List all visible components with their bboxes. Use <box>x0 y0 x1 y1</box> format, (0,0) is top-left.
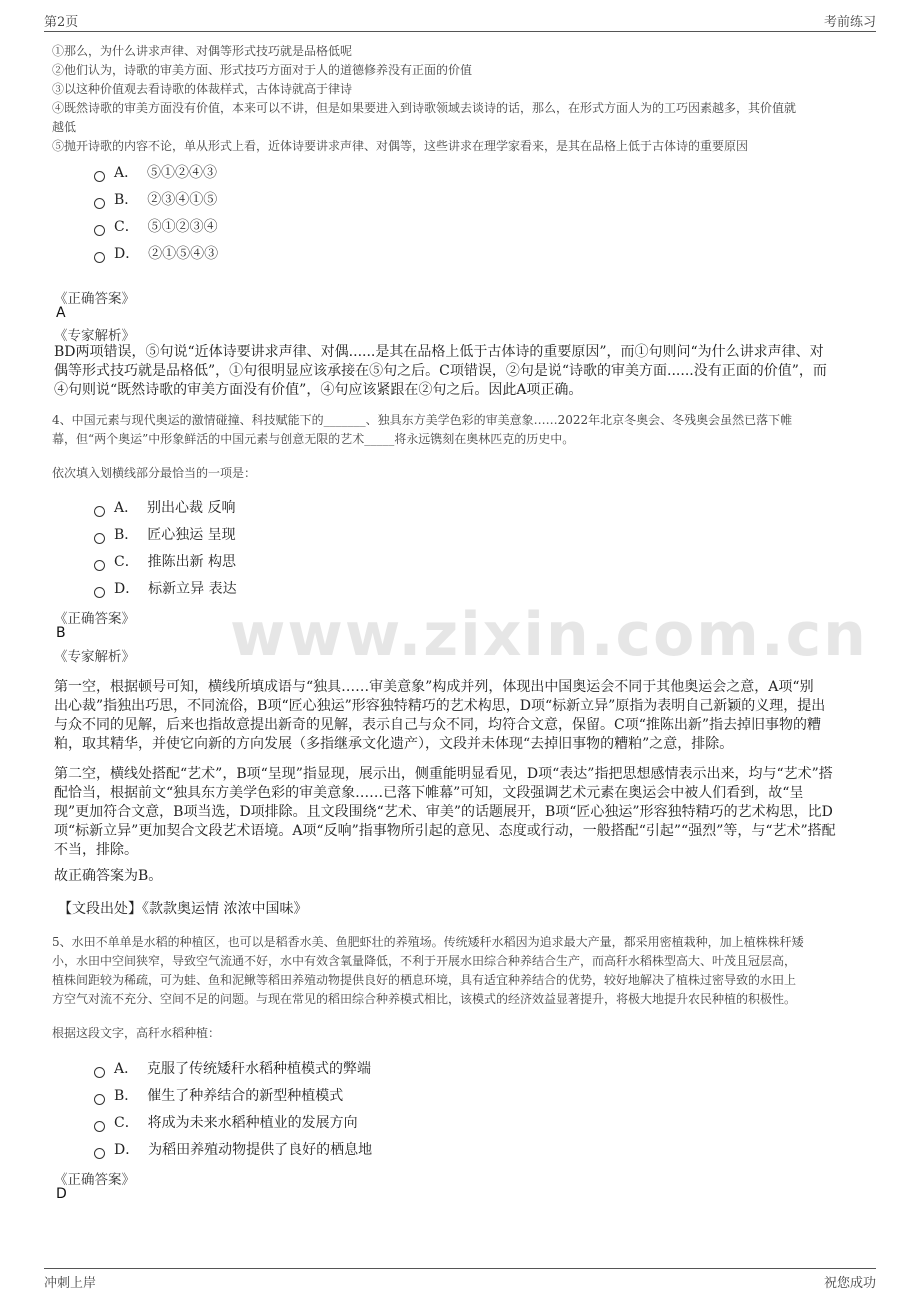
q3-option-b[interactable]: B． ②③④①⑤ <box>94 189 217 209</box>
watermark: www.zixin.com.cn <box>230 600 868 670</box>
radio-icon[interactable] <box>94 1121 105 1132</box>
q5-answer: D <box>56 1186 67 1202</box>
q4-prompt: 依次填入划横线部分最恰当的一项是： <box>52 466 257 480</box>
q4-conclusion: 故正确答案为B。 <box>54 868 163 884</box>
statement: ②他们认为，诗歌的审美方面、形式技巧方面对于人的道德修养没有正面的价值 <box>52 63 473 77</box>
q4-option-c[interactable]: C． 推陈出新 构思 <box>94 551 236 571</box>
radio-icon[interactable] <box>94 1148 105 1159</box>
radio-icon[interactable] <box>94 225 105 236</box>
radio-icon[interactable] <box>94 587 105 598</box>
statement: ③以这种价值观去看诗歌的体裁样式，古体诗就高于律诗 <box>52 82 353 96</box>
q4-analysis-heading: 《专家解析》 <box>54 649 135 665</box>
statement: ①那么，为什么讲求声律、对偶等形式技巧就是品格低呢 <box>52 44 353 58</box>
footer-left: 冲刺上岸 <box>44 1276 97 1291</box>
q3-option-c[interactable]: C． ⑤①②③④ <box>94 216 218 236</box>
q3-answer: A <box>56 305 66 321</box>
header-rule <box>44 31 876 32</box>
radio-icon[interactable] <box>94 1067 105 1078</box>
footer-right: 祝您成功 <box>823 1276 876 1291</box>
q3-analysis-heading: 《专家解析》 <box>54 328 135 344</box>
q4-option-a[interactable]: A． 别出心裁 反响 <box>94 497 235 517</box>
q3-statements <box>52 42 872 156</box>
radio-icon[interactable] <box>94 506 105 517</box>
q5-option-d[interactable]: D． 为稻田养殖动物提供了良好的栖息地 <box>94 1139 372 1159</box>
q5-option-a[interactable]: A． 克服了传统矮秆水稻种植模式的弊端 <box>94 1058 371 1078</box>
q3-option-a[interactable]: A． ⑤①②④③ <box>94 162 217 182</box>
q4-answer-heading: 《正确答案》 <box>54 611 135 627</box>
q4-analysis-p2: 第二空，横线处搭配“艺术”，B项“呈现”指显现，展示出，侧重能明显看见，D项“表达”指把思想感情表示出来，均与“艺术”搭 配恰当，根据前文“独具东方美学色彩的审美意象……已落下帷幕”可知，文段强调艺术元素在奥运会中被人们看到，故“呈 现”更加符合文意，B项当选，D项排除。且文段围绕“艺术、审美”的话题展开，B项“匠心独运”形容独特精巧的艺术构思，比D 项“标新立异”更加契合文段艺术语境。A项“反响”指事物所引起的意见、态度或行动，一般搭配“引起”“强烈”等，与“艺术”搭配 不当，排除。 <box>54 766 836 858</box>
q4-stem: 4、中国元素与现代奥运的激情碰撞、科技赋能下的_______、独具东方美学色彩的审美意象……2022年北京冬奥会、冬残奥会虽然已落下帷 幕，但“两个奥运”中形象鲜活的中国元素与创意无限的艺术_____将永远镌刻在奥林匹克的历史中。 <box>52 413 793 446</box>
footer-rule <box>44 1268 876 1269</box>
radio-icon[interactable] <box>94 1094 105 1105</box>
header-title: 考前练习 <box>823 15 876 30</box>
q4-option-b[interactable]: B． 匠心独运 呈现 <box>94 524 236 544</box>
statement: ⑤抛开诗歌的内容不论，单从形式上看，近体诗要讲求声律、对偶等，这些讲求在理学家看来，是其在品格上低于古体诗的重要原因 <box>52 139 749 153</box>
q4-source: 【文段出处】《款款奥运情 浓浓中国味》 <box>58 901 308 917</box>
statement: 越低 <box>52 120 77 134</box>
q4-option-d[interactable]: D． 标新立异 表达 <box>94 578 237 598</box>
q5-option-b[interactable]: B． 催生了种养结合的新型种植模式 <box>94 1085 343 1105</box>
radio-icon[interactable] <box>94 252 105 263</box>
q5-stem: 5、水田不单单是水稻的种植区，也可以是稻香水美、鱼肥虾壮的养殖场。传统矮秆水稻因为追求最大产量，都采用密植栽种，加上植株株秆矮 小，水田中空间狭窄，导致空气流通不好，水中有效含氧量降低，不利于开展水田综合种养结合生产，而高秆水稻株型高大、叶茂且冠层高， 植株间距较为稀疏，可为蛙、鱼和泥鳅等稻田养殖动物提供良好的栖息环境，具有适宜种养结合的优势，较好地解决了植株过密导致的水田上 方空气对流不充分、空间不足的问题。与现在常见的稻田综合种养模式相比，该模式的经济效益显著提升，将极大地提升农民种植的积极性。 <box>52 935 804 1006</box>
radio-icon[interactable] <box>94 560 105 571</box>
q4-analysis-p1: 第一空，根据顿号可知，横线所填成语与“独具……审美意象”构成并列，体现出中国奥运会不同于其他奥运会之意，A项“别 出心裁”指独出巧思，不同流俗，B项“匠心独运”形容独特精巧的艺术构思，D项“标新立异”原指为表明自己新颖的义理，提出 与众不同的见解，后来也指故意提出新奇的见解，表示自己与众不同，均符合文意，保留。C项“推陈出新”指去掉旧事物的糟 粕，取其精华，并使它向新的方向发展（多指继承文化遗产），文段并未体现“去掉旧事物的糟粕”之意，排除。 <box>54 679 826 752</box>
q3-option-d[interactable]: D． ②①⑤④③ <box>94 243 218 263</box>
page-number: 第2页 <box>44 15 79 30</box>
q5-answer-heading: 《正确答案》 <box>54 1172 135 1188</box>
q3-analysis: BD两项错误，⑤句说“近体诗要讲求声律、对偶......是其在品格上低于古体诗的重要原因”，而①句则问“为什么讲求声律、对 偶等形式技巧就是品格低”，①句很明显应该承接在⑤句之后。C项错误，②句是说“诗歌的审美方面......没有正面的价值”，而 ④句则说“既然诗歌的审美方面没有价值”，④句应该紧跟在②句之后。因此A项正确。 <box>54 344 827 398</box>
q5-prompt: 根据这段文字，高秆水稻种植： <box>52 1026 221 1040</box>
radio-icon[interactable] <box>94 198 105 209</box>
radio-icon[interactable] <box>94 533 105 544</box>
statement: ④既然诗歌的审美方面没有价值，本来可以不讲，但是如果要进入到诗歌领域去谈诗的话，那么，在形式方面人为的工巧因素越多，其价值就 <box>52 101 797 115</box>
q4-answer: B <box>56 625 66 641</box>
q5-option-c[interactable]: C． 将成为未来水稻种植业的发展方向 <box>94 1112 358 1132</box>
radio-icon[interactable] <box>94 171 105 182</box>
q3-answer-heading: 《正确答案》 <box>54 291 135 307</box>
